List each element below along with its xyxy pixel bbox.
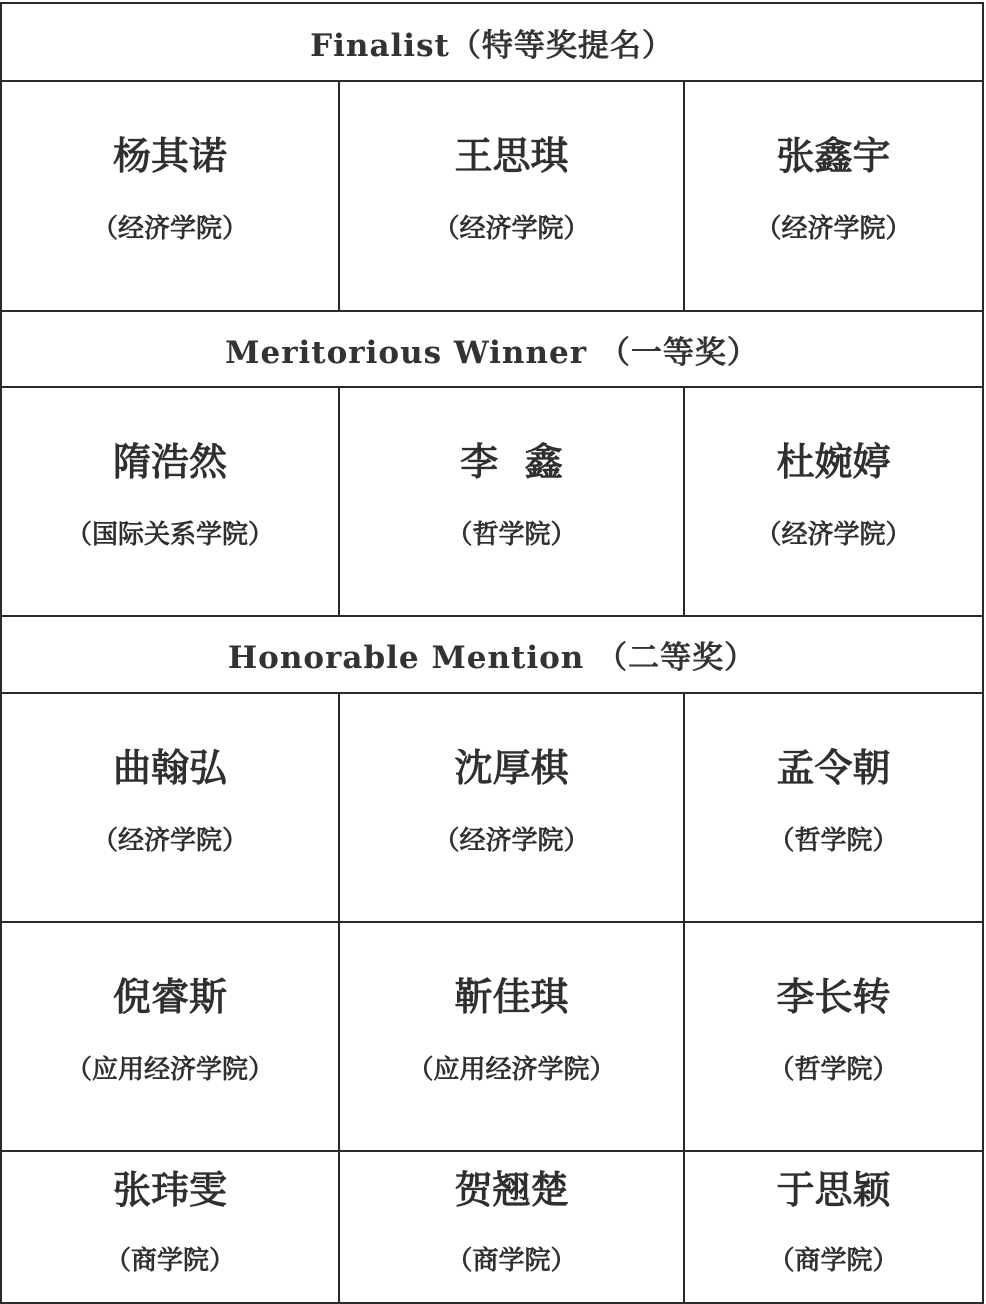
- winner-cell: [2, 440, 338, 550]
- winner-department: （商学院）: [446, 1246, 577, 1276]
- winner-cell: [685, 975, 982, 1085]
- winner-cell: [685, 746, 982, 856]
- winner-department: （商学院）: [104, 1246, 235, 1276]
- winner-cell: [2, 134, 338, 244]
- winner-cell: [2, 746, 338, 856]
- winner-cell: [685, 1168, 982, 1276]
- winner-name: 于思颖: [776, 1167, 891, 1212]
- winner-name: 李 鑫: [460, 439, 563, 484]
- winner-department: （应用经济学院）: [65, 1055, 274, 1085]
- row-divider: [0, 1150, 984, 1152]
- winner-name: 沈厚棋: [454, 745, 569, 790]
- winner-department: （国际关系学院）: [65, 520, 274, 550]
- row-divider: [0, 386, 984, 388]
- row-divider: [0, 80, 984, 82]
- winner-cell: [340, 134, 683, 244]
- winner-department: （经济学院）: [755, 520, 912, 550]
- winner-department: （经济学院）: [433, 826, 590, 856]
- winner-department: （经济学院）: [755, 214, 912, 244]
- winner-department: （经济学院）: [433, 214, 590, 244]
- winner-name: 曲翰弘: [112, 745, 227, 790]
- winner-name: 张鑫宇: [776, 133, 891, 178]
- winner-cell: [685, 440, 982, 550]
- winner-department: （哲学院）: [768, 826, 899, 856]
- winner-department: （经济学院）: [91, 214, 248, 244]
- winner-name: 贺翘楚: [454, 1167, 569, 1212]
- winner-department: （应用经济学院）: [407, 1055, 616, 1085]
- winner-name: 靳佳琪: [454, 974, 569, 1019]
- winner-cell: [2, 1168, 338, 1276]
- winner-department: （商学院）: [768, 1246, 899, 1276]
- section-header-meritorious: Meritorious Winner （一等奖）: [225, 334, 759, 371]
- winner-name: 王思琪: [454, 133, 569, 178]
- winner-name: 李长转: [776, 974, 891, 1019]
- winner-cell: [340, 1168, 683, 1276]
- section-header-honorable: Honorable Mention （二等奖）: [227, 640, 757, 676]
- winner-cell: [685, 134, 982, 244]
- winner-name: 孟令朝: [776, 745, 891, 790]
- row-divider: [0, 692, 984, 694]
- winner-cell: [340, 440, 683, 550]
- winner-department: （哲学院）: [446, 520, 577, 550]
- winner-name: 倪睿斯: [112, 974, 227, 1019]
- section-header-finalist: Finalist（特等奖提名）: [310, 27, 674, 64]
- winner-cell: [2, 975, 338, 1085]
- winner-name: 隋浩然: [112, 439, 227, 484]
- winner-department: （哲学院）: [768, 1055, 899, 1085]
- winner-name: 杜婉婷: [776, 439, 891, 484]
- row-divider: [0, 921, 984, 923]
- winner-department: （经济学院）: [91, 826, 248, 856]
- winner-name: 张玮雯: [112, 1167, 227, 1212]
- winner-cell: [340, 975, 683, 1085]
- winner-cell: [340, 746, 683, 856]
- winner-name: 杨其诺: [112, 133, 227, 178]
